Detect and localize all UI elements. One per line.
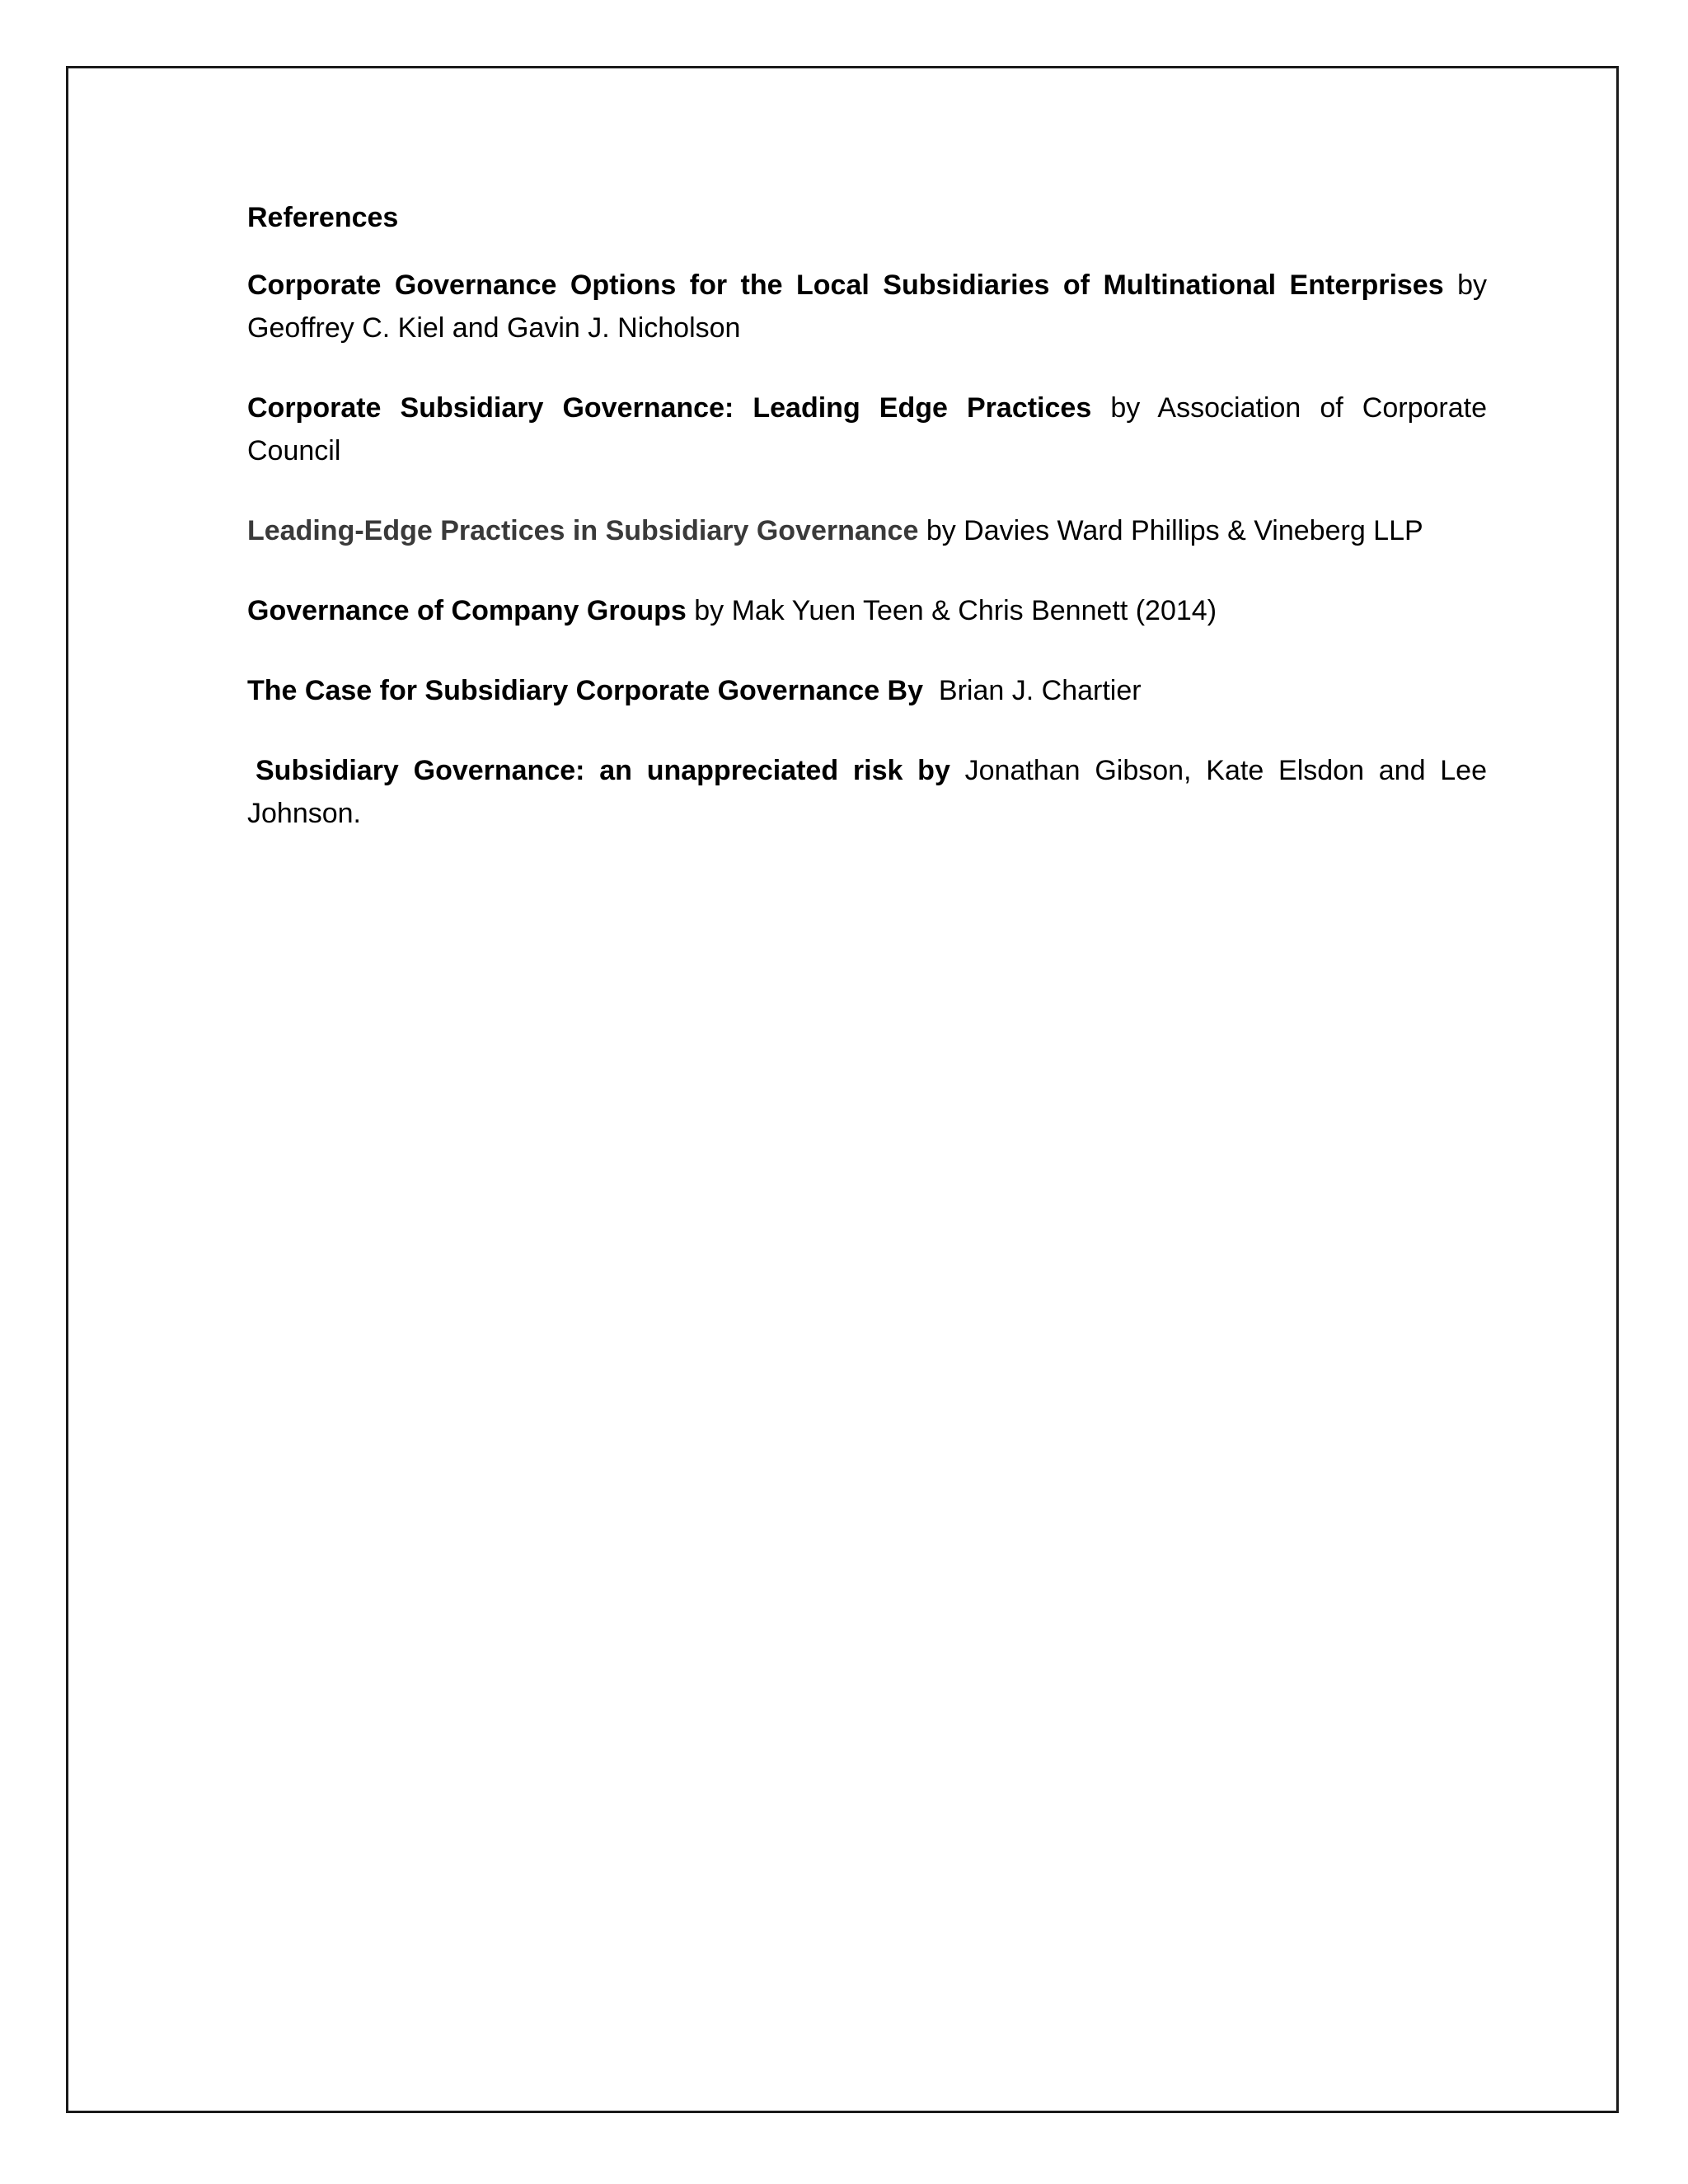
reference-authors: Jonathan Gibson, Kate Elsdon and Lee Johnson. [247, 755, 1487, 829]
reference-item [247, 669, 1487, 712]
references-heading: References [247, 202, 399, 233]
reference-title: Governance of Company Groups [247, 595, 687, 626]
reference-item [247, 264, 1487, 349]
reference-item [247, 509, 1487, 552]
reference-item [247, 749, 1487, 835]
reference-authors: by Mak Yuen Teen & Chris Bennett (2014) [686, 595, 1217, 626]
reference-title: Leading-Edge Practices in Subsidiary Governance [247, 515, 919, 546]
reference-authors: by Association of Corporate Council [247, 392, 1487, 466]
reference-authors: by Davies Ward Phillips & Vineberg LLP [918, 515, 1423, 546]
reference-title: Corporate Subsidiary Governance: Leading Edge Practices [247, 392, 1092, 424]
reference-title: Subsidiary Governance: an unappreciated risk by [256, 755, 950, 786]
reference-title: Corporate Governance Options for the Local Subsidiaries of Multinational Enterprises [247, 269, 1444, 301]
reference-authors: Brian J. Chartier [923, 675, 1142, 706]
reference-title: The Case for Subsidiary Corporate Governance By [247, 675, 924, 706]
document-body [247, 196, 1487, 872]
reference-item [247, 387, 1487, 472]
reference-item [247, 589, 1487, 632]
reference-authors: by Geoffrey C. Kiel and Gavin J. Nicholson [247, 269, 1488, 344]
